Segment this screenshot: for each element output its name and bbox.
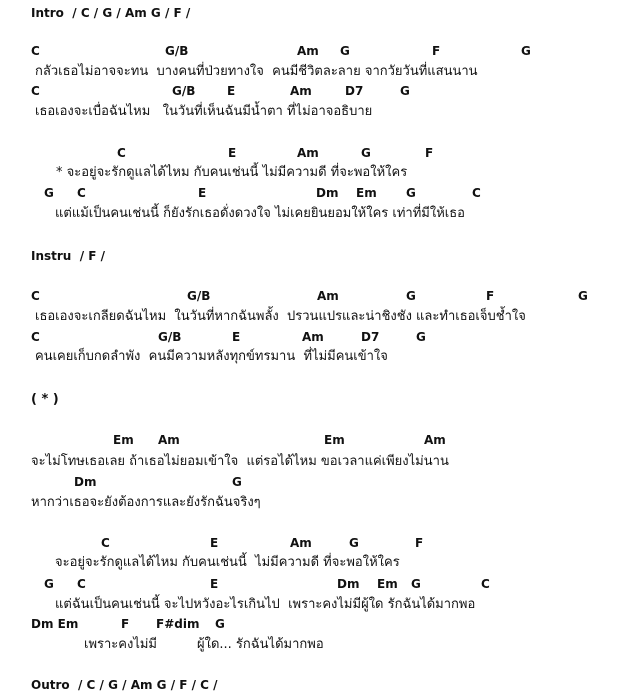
chord: G — [232, 475, 242, 489]
lyric-line: * จะอยู่จะรักดูแลได้ไหม กับคนเช่นนี้ ไม่มีความดี ที่จะพอให้ใคร — [56, 165, 408, 180]
lyric-line: จะไม่โทษเธอเลย ถ้าเธอไม่ยอมเข้าใจ แต่รอได้ไหม ขอเวลาแค่เพียงไม่นาน — [31, 454, 449, 469]
chord: C — [481, 577, 490, 591]
chord: G — [361, 146, 371, 160]
chord: Em — [113, 433, 134, 447]
chord: Em — [377, 577, 398, 591]
chord: Am — [158, 433, 180, 447]
chord: G — [411, 577, 421, 591]
chord: Dm — [337, 577, 360, 591]
chord: G — [215, 617, 225, 631]
chord: Am — [424, 433, 446, 447]
chord: C — [31, 289, 40, 303]
chord: E — [228, 146, 237, 160]
chord: Am — [297, 146, 319, 160]
chord: Am — [297, 44, 319, 58]
lyric-line: หากว่าเธอจะยังต้องการและยังรักฉันจริงๆ — [31, 495, 261, 510]
chord: Dm — [316, 186, 339, 200]
outro-line: Outro / C / G / Am G / F / C / — [31, 678, 218, 692]
chord: C — [472, 186, 481, 200]
lyric-line: เธอเองจะเบื่อฉันไหม ในวันที่เห็นฉันมีน้ำตา ที่ไม่อาจอธิบาย — [35, 104, 373, 119]
chord: G/B — [165, 44, 189, 58]
chord: Am — [302, 330, 324, 344]
chord: F — [432, 44, 441, 58]
lyric-line: กลัวเธอไม่อาจจะทน บางคนที่ป่วยทางใจ คนมีชีวิตละลาย จากวัยวันที่แสนนาน — [35, 64, 478, 79]
chord: G — [44, 577, 54, 591]
lyric-line: เพราะคงไม่มี — [84, 637, 157, 652]
chord: G/B — [158, 330, 182, 344]
chord: F — [415, 536, 424, 550]
chord: C — [31, 44, 40, 58]
chord: Em — [356, 186, 377, 200]
chord: C — [77, 186, 86, 200]
chord: Am — [290, 536, 312, 550]
lyric-line: แต่ฉันเป็นคนเช่นนี้ จะไปหวังอะไรเกินไป เพราะคงไม่มีผู้ใด รักฉันได้มากพอ — [55, 597, 476, 612]
lyric-line: เธอเองจะเกลียดฉันไหม ในวันที่หากฉันพลั้ง ปรวนแปรและน่าชิงชัง และทำเธอเจ็บช้ำใจ — [35, 309, 526, 324]
chord: G — [406, 289, 416, 303]
instru-line: Instru / F / — [31, 249, 106, 263]
chord: C — [117, 146, 126, 160]
chord: G — [340, 44, 350, 58]
intro-line: Intro / C / G / Am G / F / — [31, 6, 191, 20]
chord: G/B — [187, 289, 211, 303]
chord: F — [425, 146, 434, 160]
chord: E — [232, 330, 241, 344]
chord: D7 — [361, 330, 380, 344]
chord: C — [31, 84, 40, 98]
chord: C — [77, 577, 86, 591]
chord: G — [578, 289, 588, 303]
chord: C — [31, 330, 40, 344]
chord: Am — [290, 84, 312, 98]
lyric-line: ผู้ใด... รักฉันได้มากพอ — [197, 637, 324, 652]
chord: F — [121, 617, 130, 631]
chord: F#dim — [156, 617, 200, 631]
chord: E — [210, 536, 219, 550]
repeat-marker: ( * ) — [31, 392, 59, 407]
chord: E — [210, 577, 219, 591]
chord: G — [416, 330, 426, 344]
lyric-line: แต่แม้เป็นคนเช่นนี้ ก็ยังรักเธอดั่งดวงใจ ไม่เคยยินยอมให้ใคร เท่าที่มีให้เธอ — [55, 206, 465, 221]
chord: Em — [324, 433, 345, 447]
chord: E — [227, 84, 236, 98]
chord: Am — [317, 289, 339, 303]
chord: Dm — [74, 475, 97, 489]
chord: G — [400, 84, 410, 98]
chord: G — [44, 186, 54, 200]
chord: G — [521, 44, 531, 58]
chord: E — [198, 186, 207, 200]
chord: G — [349, 536, 359, 550]
lyric-line: คนเคยเก็บกดลำพัง คนมีความหลังทุกข์ทรมาน ที่ไม่มีคนเข้าใจ — [35, 349, 388, 364]
chord: G/B — [172, 84, 196, 98]
lyric-line: จะอยู่จะรักดูแลได้ไหม กับคนเช่นนี้ ไม่มีความดี ที่จะพอให้ใคร — [55, 555, 400, 570]
chord: F — [486, 289, 495, 303]
chord: Dm Em — [31, 617, 79, 631]
chord: G — [406, 186, 416, 200]
chord: C — [101, 536, 110, 550]
chord: D7 — [345, 84, 364, 98]
